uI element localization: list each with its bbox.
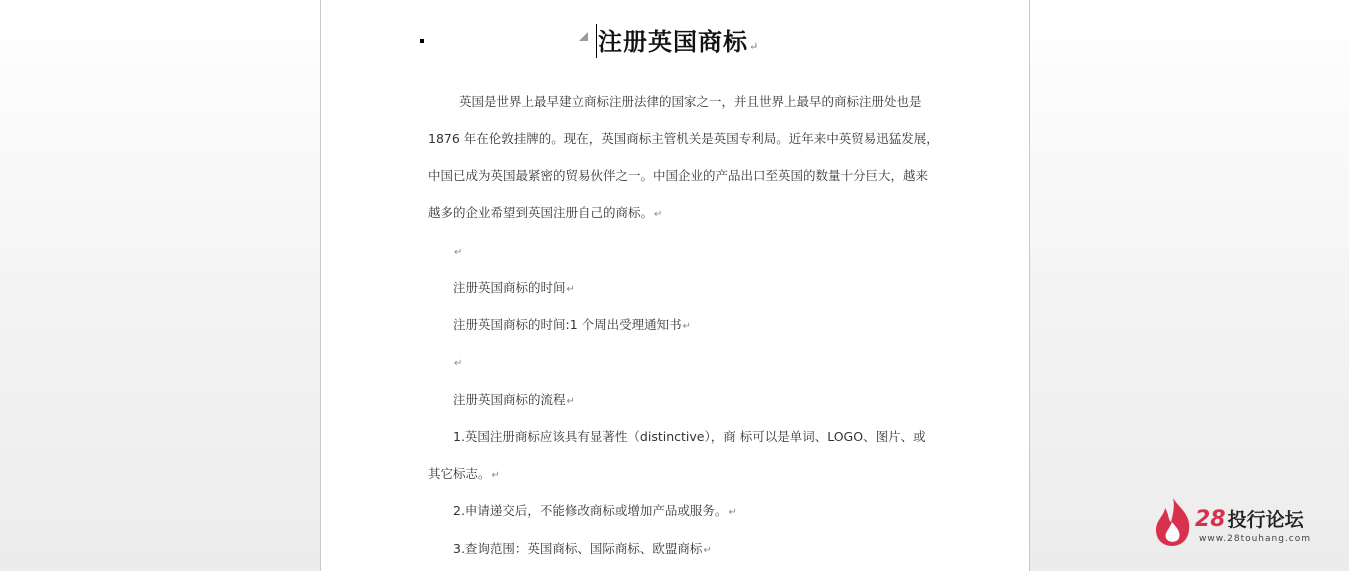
intro-line-1[interactable]: 英国是世界上最早建立商标注册法律的国家之一，并且世界上最早的商标注册处也是: [459, 94, 922, 109]
flame-icon: [1153, 496, 1193, 548]
empty-paragraph[interactable]: ↵: [454, 358, 463, 369]
empty-paragraph[interactable]: ↵: [454, 247, 463, 258]
document-page[interactable]: [320, 0, 1030, 571]
process-item-2[interactable]: 2.申请递交后，不能修改商标或增加产品或服务。↵: [453, 503, 737, 518]
process-item-1[interactable]: 1.英国注册商标应该具有显著性（distinctive），商 标可以是单词、LOGO、图片、或: [453, 429, 926, 444]
text-cursor: [596, 24, 597, 58]
process-item-1-continued[interactable]: 其它标志。↵: [428, 466, 500, 481]
intro-line-2[interactable]: 1876 年在伦敦挂牌的。现在，英国商标主管机关是英国专利局。近年来中英贸易迅猛发展，: [428, 131, 939, 146]
paragraph-handle[interactable]: [420, 39, 424, 43]
logo-number: 28: [1195, 507, 1226, 532]
intro-line-4[interactable]: 越多的企业希望到英国注册自己的商标。↵: [428, 205, 663, 220]
document-title[interactable]: 注册英国商标↵: [598, 27, 760, 56]
logo-url: www.28touhang.com: [1199, 534, 1312, 544]
logo-name: 投行论坛: [1227, 509, 1304, 531]
time-heading[interactable]: 注册英国商标的时间↵: [453, 280, 575, 295]
intro-line-3[interactable]: 中国已成为英国最紧密的贸易伙伴之一。中国企业的产品出口至英国的数量十分巨大，越来: [428, 168, 929, 183]
process-item-3[interactable]: 3.查询范围：英国商标、国际商标、欧盟商标↵: [453, 541, 712, 556]
site-watermark-logo: [1153, 496, 1323, 548]
time-body[interactable]: 注册英国商标的时间:1 个周出受理通知书↵: [453, 317, 692, 332]
collapse-heading-icon[interactable]: [579, 32, 588, 41]
process-heading[interactable]: 注册英国商标的流程↵: [453, 392, 575, 407]
